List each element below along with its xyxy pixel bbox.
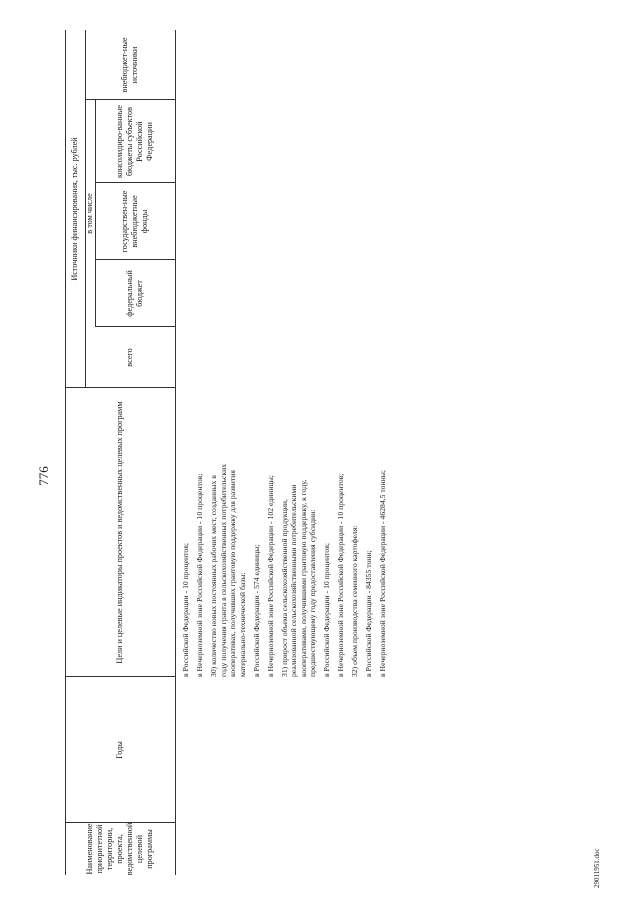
document-id: 29011951.doc bbox=[593, 848, 601, 888]
header-name: Наименование приоритетной территории, проекта, ведомственной целевой программы bbox=[85, 822, 154, 876]
indicator-item: в Российской Федерации - 10 процентов; bbox=[322, 543, 331, 677]
indicator-item: в Российской Федерации - 574 единицы; bbox=[251, 544, 261, 677]
indicator-item: в Нечерноземной зоне Российской Федерации - 46284,5 тонны; bbox=[378, 469, 387, 677]
header-regional: консолидиро-ванные бюджеты субъектов Российской Федерации bbox=[115, 105, 154, 178]
indicator-item: 30) количество новых постоянных рабочих мест, созданных в году получения гранта в сельскохозяйственных потребительских кооперативах, получивших грантовую поддержку для развития материально-технической базы: bbox=[209, 463, 247, 677]
header-total: всего bbox=[125, 348, 134, 367]
rotated-table bbox=[65, 30, 575, 875]
header-goals: Цели и целевые индикаторы проектов и ведомственных целевых программ bbox=[115, 401, 124, 664]
indicator-item: 32) объем производства семенного картофеля: bbox=[350, 525, 359, 677]
indicator-item: в Российской Федерации - 84355 тонн; bbox=[364, 550, 373, 677]
header-federal: федеральный бюджет bbox=[125, 270, 144, 317]
indicators-column bbox=[181, 459, 392, 677]
indicator-item: в Российской Федерации - 10 процентов; bbox=[181, 543, 190, 677]
indicator-item: в Нечерноземной зоне Российской Федерации - 102 единицы; bbox=[265, 475, 275, 677]
header-years: Годы bbox=[115, 741, 124, 759]
indicator-item: 31) прирост объема сельскохозяйственной продукции, реализованной сельскохозяйственными потребительскими кооперативами, получившими грантовую поддержку, к году, предшествующему году предоставления субсидии: bbox=[279, 479, 317, 677]
indicator-item: в Нечерноземной зоне Российской Федерации - 10 процентов; bbox=[195, 473, 204, 677]
header-including: в том числе bbox=[85, 193, 94, 234]
header-state-funds: государствен-ные внебюджетные фонды bbox=[120, 190, 149, 253]
header-extra: внебюджет-ные источники bbox=[120, 37, 139, 93]
header-bottom-border bbox=[175, 30, 176, 875]
indicator-item: в Нечерноземной зоне Российской Федерации - 10 процентов; bbox=[336, 473, 345, 677]
page-number: 776 bbox=[36, 466, 51, 486]
header-funding: Источники финансирования, тыс. рублей bbox=[70, 137, 79, 281]
